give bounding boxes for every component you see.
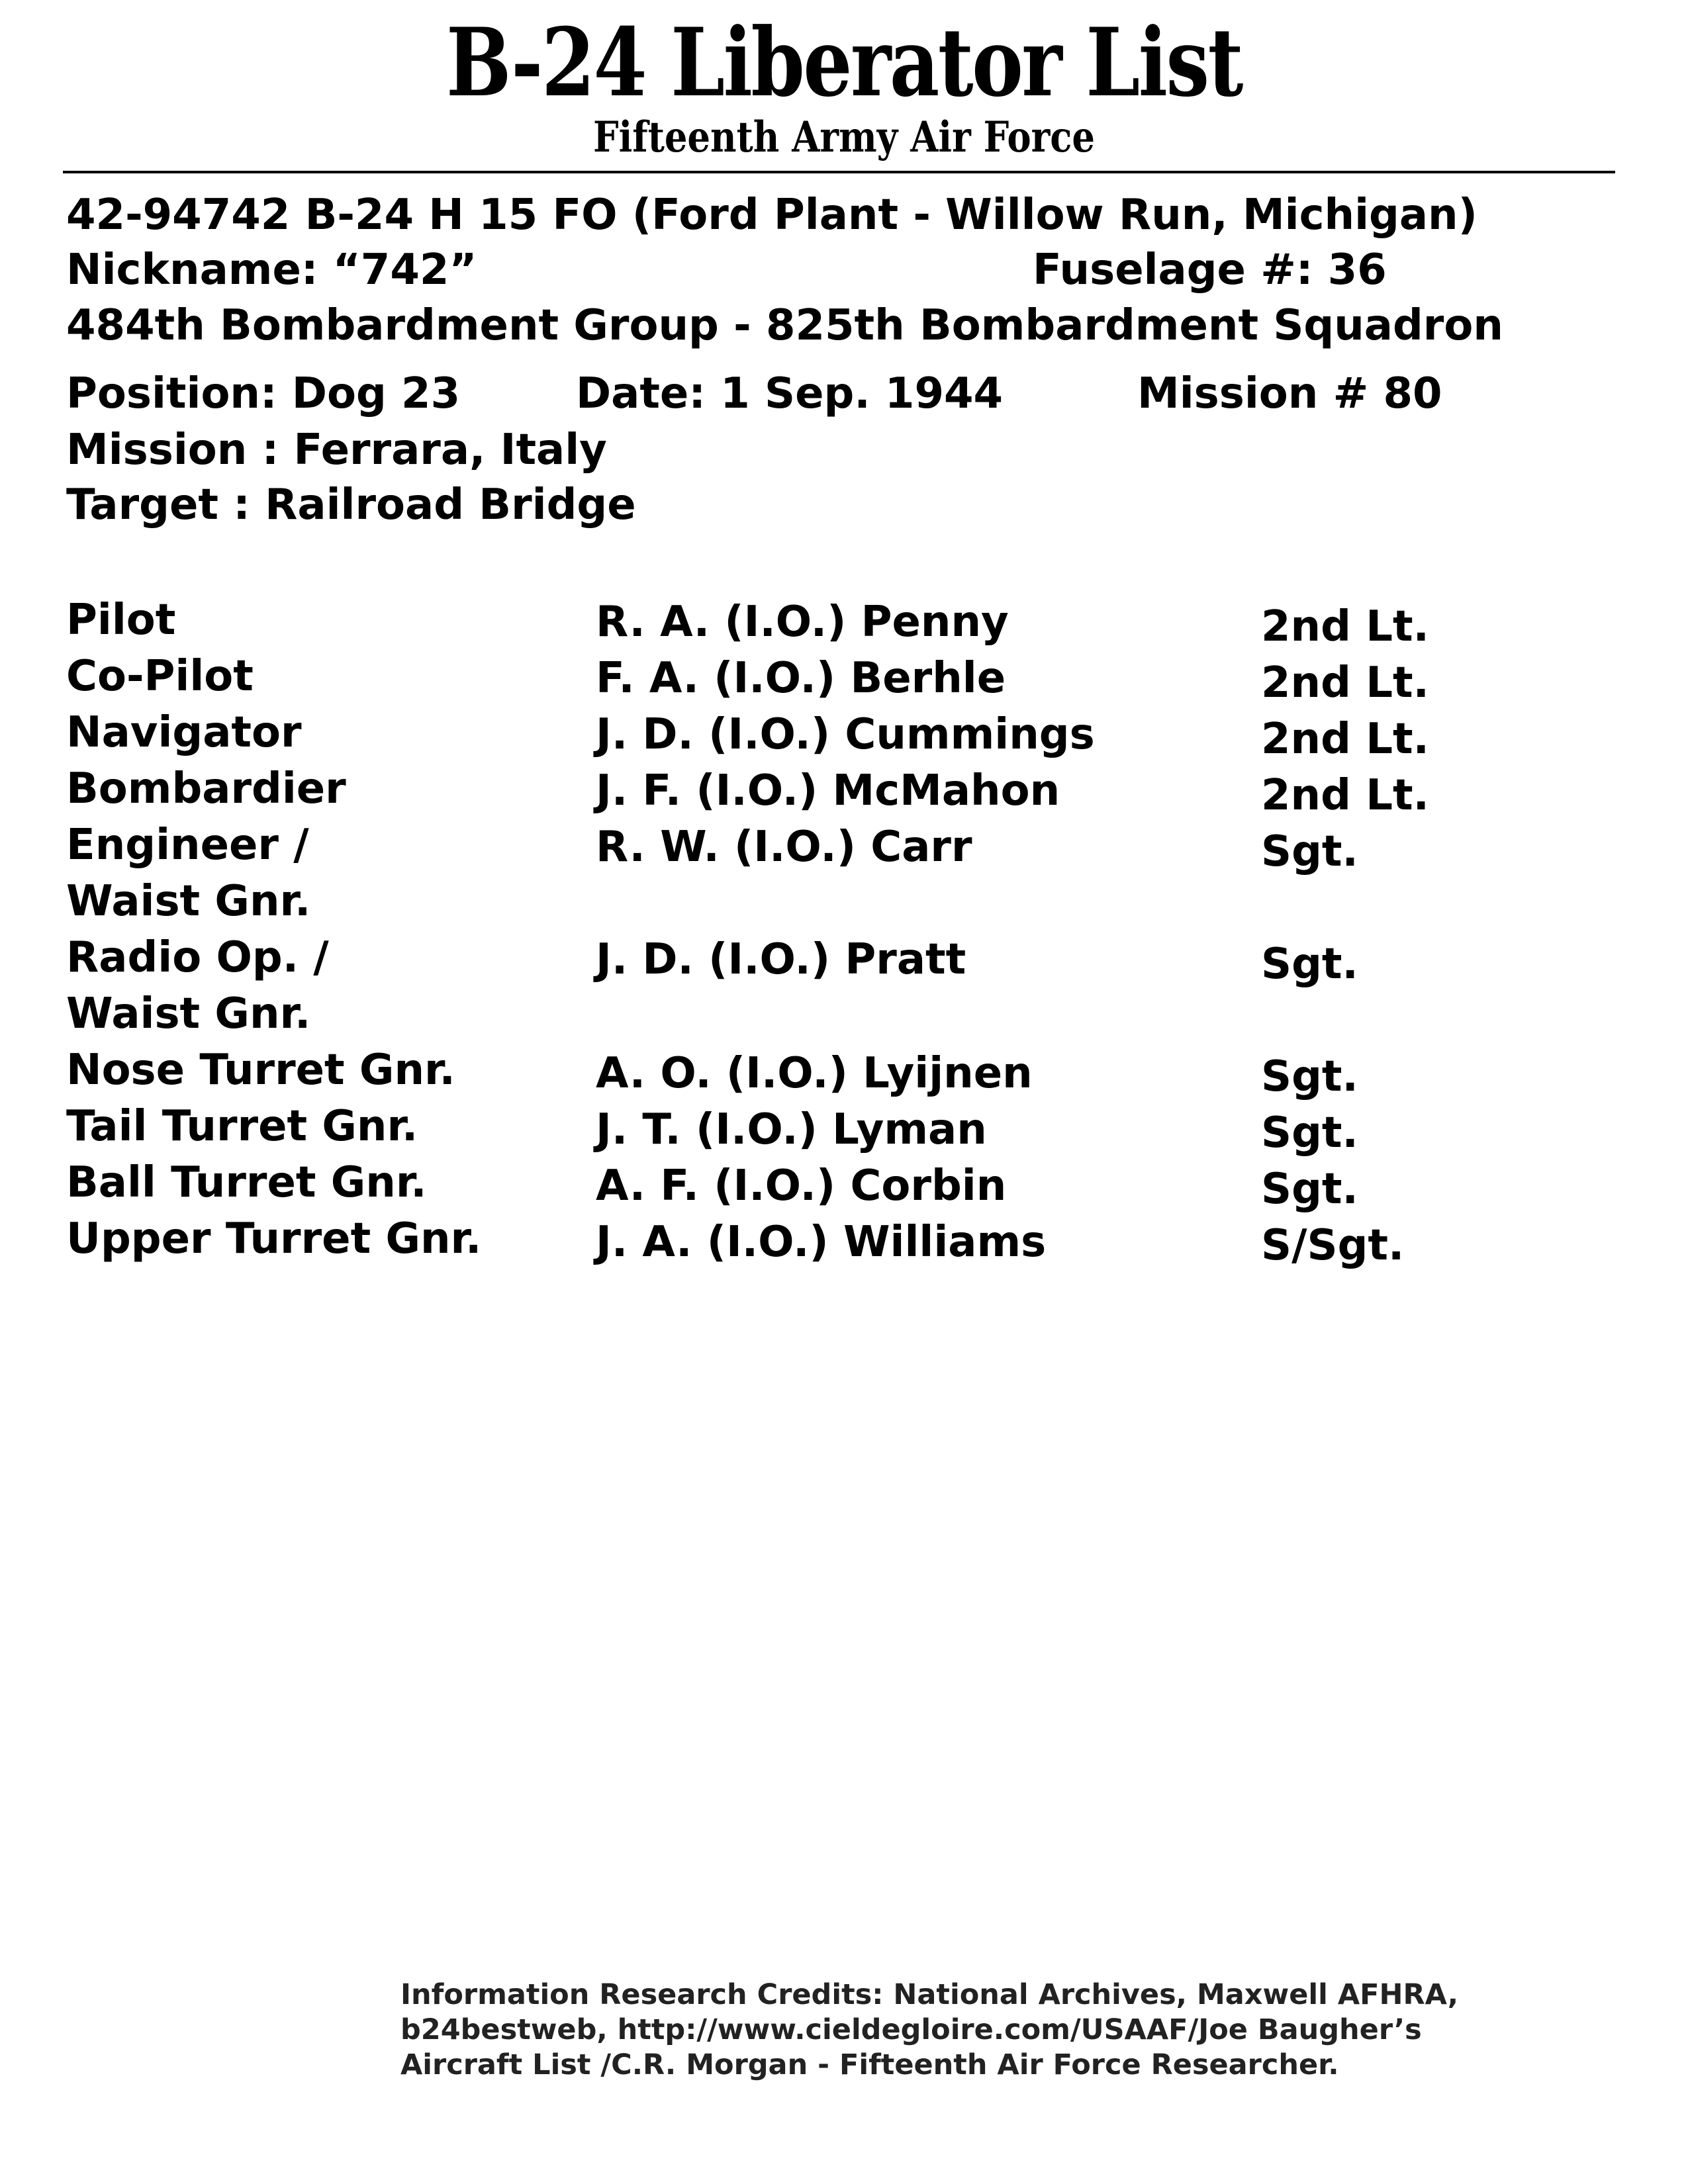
crew-role: Navigator [66, 708, 302, 757]
crew-name: F. A. (I.O.) Berhle [596, 654, 1006, 703]
crew-name: R. W. (I.O.) Carr [596, 823, 972, 872]
crew-rank: S/Sgt. [1261, 1221, 1405, 1270]
page-subtitle: Fifteenth Army Air Force [593, 113, 1095, 162]
crew-role: Upper Turret Gnr. [66, 1214, 482, 1263]
crew-role: Ball Turret Gnr. [66, 1158, 427, 1207]
crew-name: R. A. (I.O.) Penny [596, 598, 1009, 647]
crew-role: Bombardier [66, 764, 346, 813]
aircraft-fuselage-number: Fuselage #: 36 [1033, 246, 1387, 295]
crew-role-continued: Waist Gnr. [66, 989, 311, 1038]
header-divider [63, 171, 1615, 173]
research-credits [400, 1978, 1460, 2083]
aircraft-serial-line: 42-94742 B-24 H 15 FO (Ford Plant - Willow Run, Michigan) [66, 191, 1477, 240]
mission-position: Position: Dog 23 [66, 369, 461, 418]
crew-name: J. A. (I.O.) Williams [596, 1218, 1047, 1267]
mission-location: Mission : Ferrara, Italy [66, 426, 607, 475]
crew-rank: Sgt. [1261, 827, 1358, 876]
credits-line: Aircraft List /C.R. Morgan - Fifteenth Air Force Researcher. [400, 2048, 1339, 2081]
crew-role: Tail Turret Gnr. [66, 1102, 418, 1151]
credits-line: Information Research Credits: National Archives, Maxwell AFHRA, [400, 1978, 1459, 2011]
crew-name: J. D. (I.O.) Pratt [596, 935, 966, 984]
crew-role: Nose Turret Gnr. [66, 1046, 455, 1095]
crew-rank: Sgt. [1261, 1052, 1358, 1101]
crew-name: J. F. (I.O.) McMahon [596, 766, 1060, 815]
crew-role: Engineer / [66, 821, 309, 870]
crew-name: A. O. (I.O.) Lyijnen [596, 1049, 1033, 1098]
crew-role: Radio Op. / [66, 933, 329, 982]
crew-rank: Sgt. [1261, 940, 1358, 989]
crew-rank: Sgt. [1261, 1109, 1358, 1158]
credits-line: b24bestweb, http://www.cieldegloire.com/USAAF/Joe Baugher’s [400, 2013, 1422, 2046]
crew-rank: Sgt. [1261, 1165, 1358, 1214]
crew-rank: 2nd Lt. [1261, 659, 1429, 707]
mission-number: Mission # 80 [1137, 369, 1442, 418]
aircraft-nickname: Nickname: “742” [66, 246, 477, 295]
mission-date: Date: 1 Sep. 1944 [576, 369, 1004, 418]
crew-name: A. F. (I.O.) Corbin [596, 1161, 1007, 1210]
page-title: B-24 Liberator List [446, 8, 1242, 118]
crew-rank: 2nd Lt. [1261, 715, 1429, 764]
crew-role: Pilot [66, 596, 176, 645]
crew-name: J. D. (I.O.) Cummings [596, 710, 1095, 759]
crew-name: J. T. (I.O.) Lyman [596, 1105, 987, 1154]
crew-rank: 2nd Lt. [1261, 602, 1429, 651]
aircraft-unit: 484th Bombardment Group - 825th Bombardment Squadron [66, 301, 1503, 350]
mission-target: Target : Railroad Bridge [66, 480, 636, 529]
crew-rank: 2nd Lt. [1261, 771, 1429, 820]
crew-role-continued: Waist Gnr. [66, 877, 311, 926]
crew-role: Co-Pilot [66, 652, 254, 701]
